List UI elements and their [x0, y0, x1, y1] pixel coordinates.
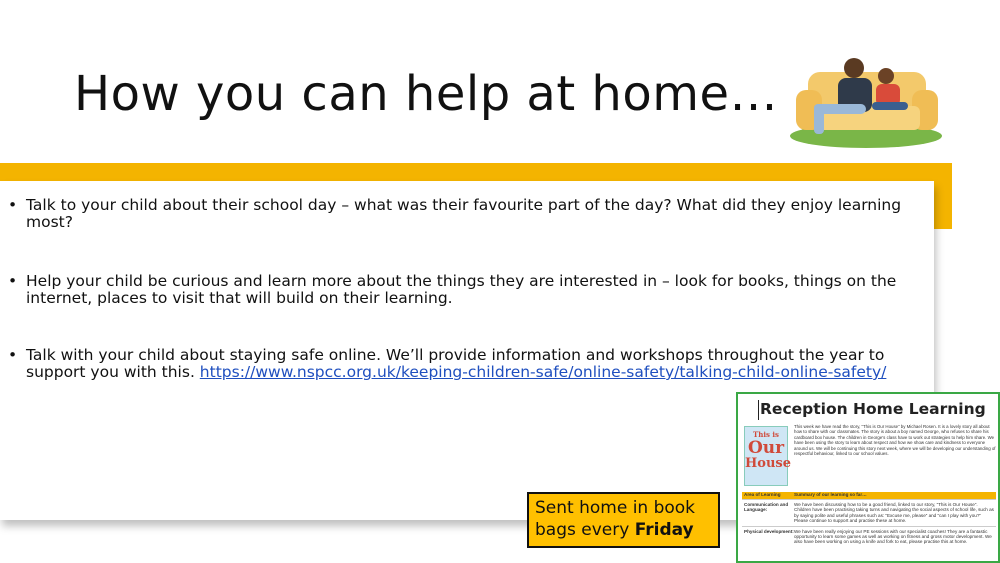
header-area: Area of Learning: [744, 492, 781, 497]
callout-day: Friday: [634, 520, 694, 540]
newsletter-title: Reception Home Learning: [760, 400, 986, 418]
bullet-marker: •: [8, 346, 18, 364]
newsletter-intro: This week we have read the story, “This is Our House” by Michael Rosen. It is a lovely story all about how to share with our classmates. The story is about a boy named George, who refuses to share his cardboard box house. The children in George’s class have to work out strategies to help him share. We have been using the story to learn about respect and how we show care and kindness to everyone around us. We will be continuing this story next week, where we will be developing our understanding of respectful behaviour, linked to our school values.: [794, 424, 996, 457]
tip-school-day: [8, 197, 908, 231]
nspcc-online-safety-link[interactable]: https://www.nspcc.org.uk/keeping-children-safe/online-safety/talking-child-online-safety/: [199, 363, 887, 381]
tip-curiosity: [8, 273, 908, 307]
learning-table-header: [742, 492, 996, 499]
parent-child-sofa-illustration: [786, 46, 944, 150]
tip-online-safety: [8, 347, 908, 381]
tip-text: Talk to your child about their school day – what was their favourite part of the day? What did they enjoy learning most?: [26, 196, 902, 231]
row-summary: We have been discussing how to be a good friend, linked to our story, “This is Our House”. Children have been practising taking turns and navigating the social aspects of school life, such as by saying polite and useful phrases such as: “Excuse me, please” and “can I play with you?” Please continue to support and practise these at home.: [794, 502, 994, 524]
bullet-marker: •: [8, 196, 18, 214]
callout-text: Sent home in book bags every: [535, 498, 696, 540]
accent-bar-horizontal: [0, 163, 940, 181]
book-title-line: Our: [747, 438, 785, 458]
tips-list: [8, 197, 908, 381]
row-area: Communication and Language:: [744, 502, 789, 513]
row-area: Physical development:: [744, 528, 794, 534]
book-title-line: This is: [753, 430, 779, 439]
book-cover-image: [744, 426, 791, 486]
tip-text: Help your child be curious and learn more about the things they are interested in – look for books, things on the internet, places to visit that will build on their learning.: [26, 272, 897, 307]
slide-title: How you can help at home…: [74, 66, 778, 122]
table-row: [742, 499, 996, 526]
header-summary: Summary of our learning so far…: [794, 492, 867, 497]
tip-text: Talk with your child about staying safe online. We’ll provide information and workshops throughout the year to support you with this.: [26, 346, 885, 381]
accent-bar-vertical: [934, 163, 952, 229]
row-summary: We have been really enjoying our PE sessions with our specialist coaches! They are a fantastic opportunity to learn some games as well as working on fitness and gross motor development. We also have been working on using a knife and fork to eat, please practise this at home.: [794, 528, 992, 545]
table-row: [742, 526, 996, 547]
text-cursor: [758, 400, 759, 420]
sent-home-callout: [527, 492, 720, 548]
book-title-line: House: [745, 456, 791, 471]
bullet-marker: •: [8, 272, 18, 290]
learning-table: [742, 492, 996, 547]
newsletter-thumbnail: [736, 392, 1000, 563]
